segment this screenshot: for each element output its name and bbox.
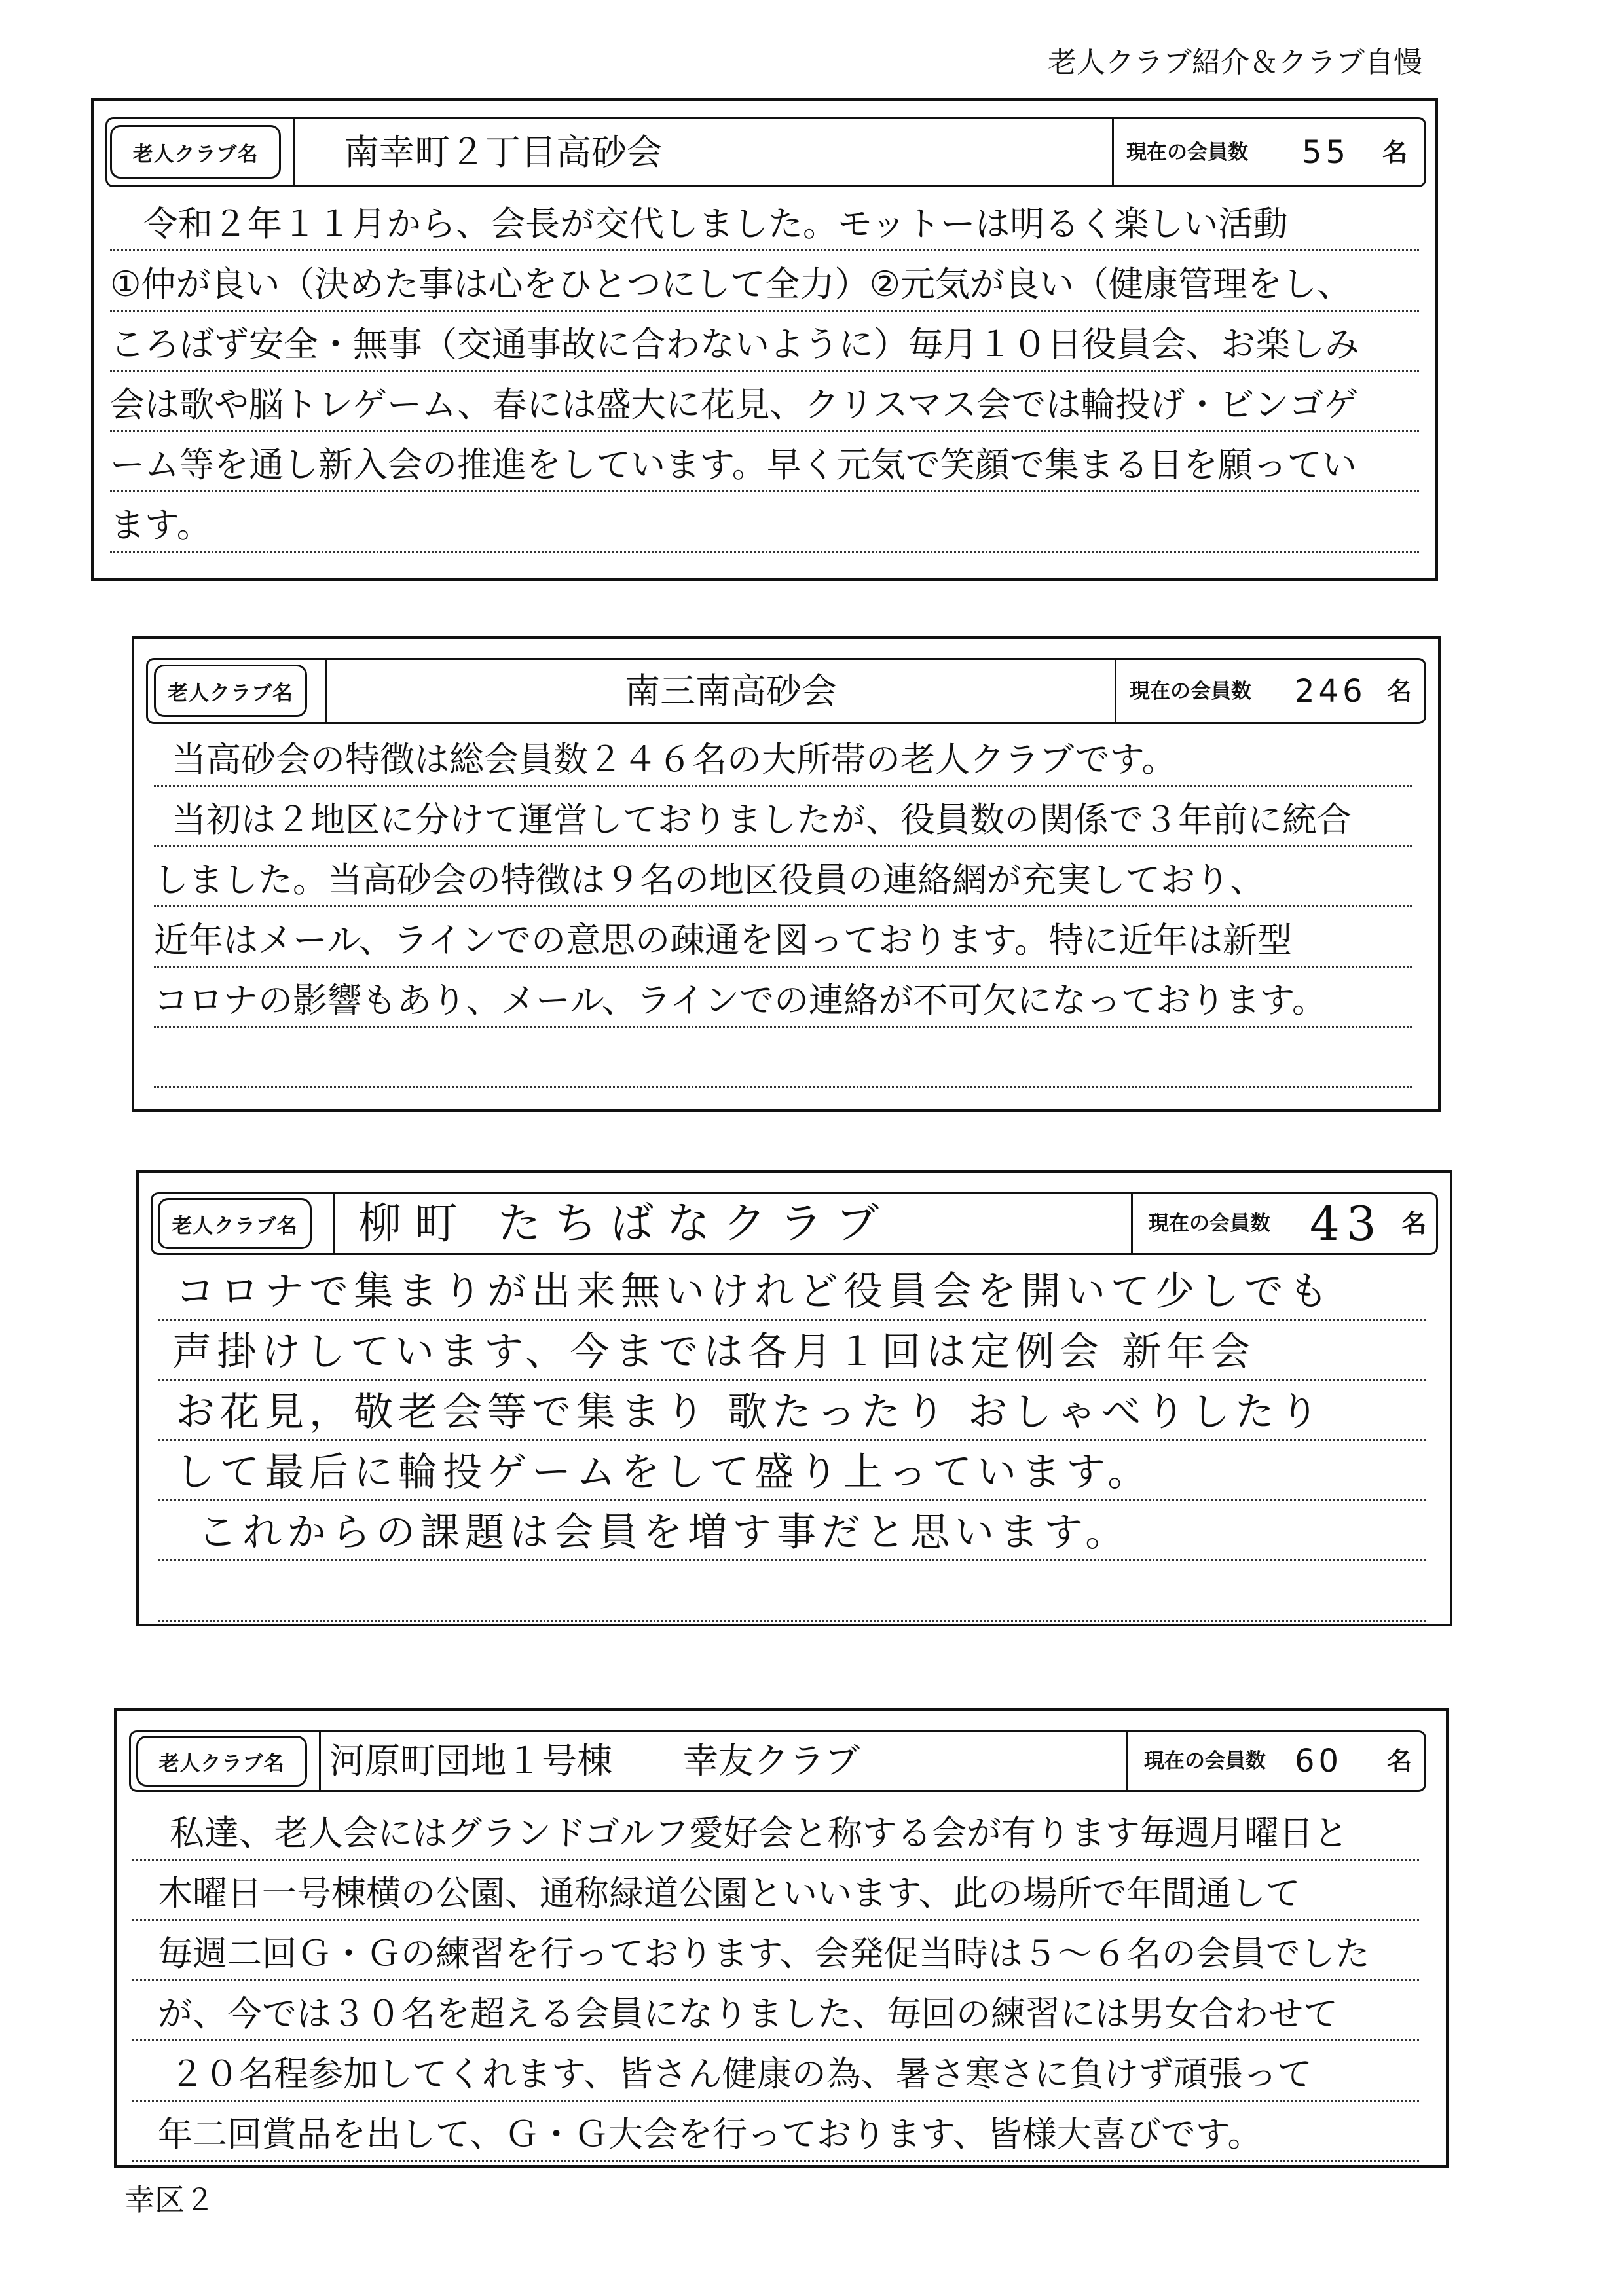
text-line: 当初は２地区に分けて運営しておりましたが、役員数の関係で３年前に統合: [154, 787, 1412, 847]
text-line: [154, 1028, 1412, 1088]
text-line: 当高砂会の特徴は総会員数２４６名の大所帯の老人クラブです。: [154, 727, 1412, 787]
text-line: [158, 1561, 1426, 1622]
club-header: [129, 1730, 1426, 1792]
club-header: [105, 117, 1426, 187]
text-line: 年二回賞品を出して、Ｇ・Ｇ大会を行っております、皆様大喜びです。: [132, 2102, 1419, 2162]
header-divider: [1115, 660, 1116, 722]
text-line: コロナで集まりが出来無いけれど役員会を開いて少しでも: [158, 1260, 1426, 1321]
text-line: お花見，敬老会等で集まり 歌たったり おしゃべりしたり: [158, 1381, 1426, 1441]
text-line: これからの課題は会員を増す事だと思います。: [158, 1501, 1426, 1561]
member-count-label: 現在の会員数: [1144, 1749, 1266, 1773]
member-count: 246: [1295, 672, 1367, 710]
club-description: [110, 191, 1419, 553]
club-name-label: 老人クラブ名: [158, 1198, 312, 1249]
club-name: 南三南高砂会: [625, 670, 837, 712]
club-name: 柳町 たちばなクラブ: [358, 1198, 892, 1248]
text-line: 木曜日一号棟横の公園、通称緑道公園といいます、此の場所で年間通して: [132, 1861, 1419, 1921]
club-description: [154, 727, 1412, 1088]
club-card: [132, 636, 1441, 1112]
text-line: 私達、老人会にはグランドゴルフ愛好会と称する会が有ります毎週月曜日と: [132, 1800, 1419, 1861]
text-line: ①仲が良い（決めた事は心をひとつにして全力）②元気が良い（健康管理をし、: [110, 251, 1419, 312]
header-divider: [325, 660, 327, 722]
header-divider: [293, 119, 295, 185]
member-count: 60: [1295, 1743, 1343, 1779]
club-name-label: 老人クラブ名: [154, 665, 307, 717]
text-line: 令和２年１１月から、会長が交代しました。モットーは明るく楽しい活動: [110, 191, 1419, 251]
text-line: して最后に輪投ゲームをして盛り上っています。: [158, 1441, 1426, 1501]
club-card: [136, 1170, 1452, 1626]
text-line: ころばず安全・無事（交通事故に合わないように）毎月１０日役員会、お楽しみ: [110, 312, 1419, 372]
member-count-unit: 名: [1401, 1209, 1427, 1238]
member-count: 43: [1310, 1196, 1383, 1251]
text-line: ２０名程参加してくれます、皆さん健康の為、暑さ寒さに負けず頑張って: [132, 2041, 1419, 2102]
club-description: [132, 1800, 1419, 2162]
club-name: 河原町団地１号棟 幸友クラブ: [329, 1740, 860, 1781]
text-line: ーム等を通し新入会の推進をしています。早く元気で笑顔で集まる日を願ってい: [110, 432, 1419, 492]
club-header: [146, 658, 1426, 724]
member-count: 55: [1302, 134, 1350, 171]
text-line: 近年はメール、ラインでの意思の疎通を図っております。特に近年は新型: [154, 907, 1412, 968]
member-count-label: 現在の会員数: [1130, 679, 1251, 703]
header-divider: [1126, 1732, 1128, 1790]
text-line: が、今では３０名を超える会員になりました、毎回の練習には男女合わせて: [132, 1981, 1419, 2041]
text-line: コロナの影響もあり、メール、ラインでの連絡が不可欠になっております。: [154, 968, 1412, 1028]
member-count-unit: 名: [1387, 676, 1412, 706]
club-name-label: 老人クラブ名: [136, 1736, 307, 1787]
header-divider: [319, 1732, 321, 1790]
club-card: [114, 1708, 1449, 2168]
header-divider: [1112, 119, 1114, 185]
member-count-label: 現在の会員数: [1149, 1212, 1270, 1235]
member-count-label: 現在の会員数: [1126, 140, 1248, 164]
text-line: しました。当高砂会の特徴は９名の地区役員の連絡網が充実しており、: [154, 847, 1412, 907]
header-divider: [1131, 1194, 1133, 1253]
text-line: 声掛けしています、今までは各月１回は定例会 新年会: [158, 1321, 1426, 1381]
member-count-unit: 名: [1382, 137, 1408, 167]
club-description: [158, 1260, 1426, 1622]
text-line: ます。: [110, 492, 1419, 553]
header-divider: [333, 1194, 335, 1253]
text-line: 会は歌や脳トレゲーム、春には盛大に花見、クリスマス会では輪投げ・ビンゴゲ: [110, 372, 1419, 432]
club-name: 南幸町２丁目高砂会: [344, 131, 662, 173]
club-name-label: 老人クラブ名: [110, 125, 281, 179]
text-line: 毎週二回Ｇ・Ｇの練習を行っております、会発促当時は５～６名の会員でした: [132, 1921, 1419, 1981]
club-card: [91, 98, 1438, 581]
member-count-unit: 名: [1387, 1747, 1412, 1776]
page-footer: 幸区２: [124, 2182, 215, 2217]
club-header: [151, 1192, 1438, 1255]
page-header-title: 老人クラブ紹介＆クラブ自慢: [1048, 46, 1422, 79]
